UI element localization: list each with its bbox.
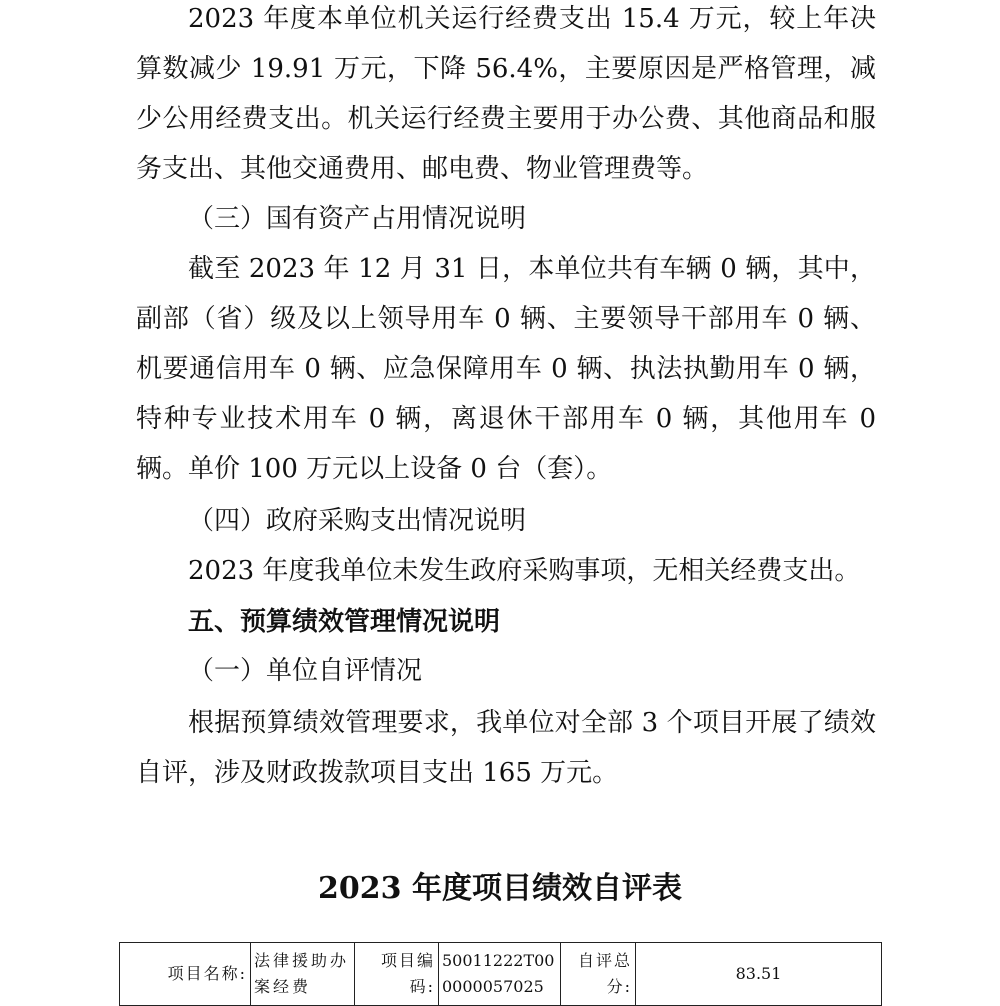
heading-self-evaluation: （一）单位自评情况 <box>188 656 423 686</box>
heading-procurement: （四）政府采购支出情况说明 <box>188 506 527 536</box>
project-name-label: 项目名称: <box>120 943 251 1006</box>
paragraph-vehicles: 截至 2023 年 12 月 31 日，本单位共有车辆 0 辆，其中，副部（省）级及以上领导用车 0 辆、主要领导干部用车 0 辆、机要通信用车 0 辆、应急保障用车 0 辆、执法执勤用车 0 辆，特种专业技术用车 0 辆，离退休干部用车 0 辆，其他用车 0 辆。单价 100 万元以上设备 0 台（套）。 <box>136 254 876 484</box>
heading-state-assets: （三）国有资产占用情况说明 <box>188 204 527 234</box>
project-name-value: 法律援助办案经费 <box>251 943 355 1006</box>
table-row <box>120 943 882 1006</box>
table-title: 2023 年度项目绩效自评表 <box>318 871 682 906</box>
self-score-label: 自评总分: <box>561 943 636 1006</box>
project-code-label: 项目编码: <box>355 943 439 1006</box>
project-code-value: 50011222T000000057025 <box>439 943 561 1006</box>
paragraph-self-evaluation: 根据预算绩效管理要求，我单位对全部 3 个项目开展了绩效自评，涉及财政拨款项目支出 165 万元。 <box>136 708 876 788</box>
paragraph-procurement: 2023 年度我单位未发生政府采购事项，无相关经费支出。 <box>188 556 861 586</box>
self-score-value: 83.51 <box>636 943 882 1006</box>
heading-performance-management: 五、预算绩效管理情况说明 <box>188 607 501 637</box>
evaluation-table <box>119 942 882 1006</box>
paragraph-operating-expenses: 2023 年度本单位机关运行经费支出 15.4 万元，较上年决算数减少 19.91 万元，下降 56.4%，主要原因是严格管理，减少公用经费支出。机关运行经费主要用于办公费、其他商品和服务支出、其他交通费用、邮电费、物业管理费等。 <box>136 4 876 184</box>
